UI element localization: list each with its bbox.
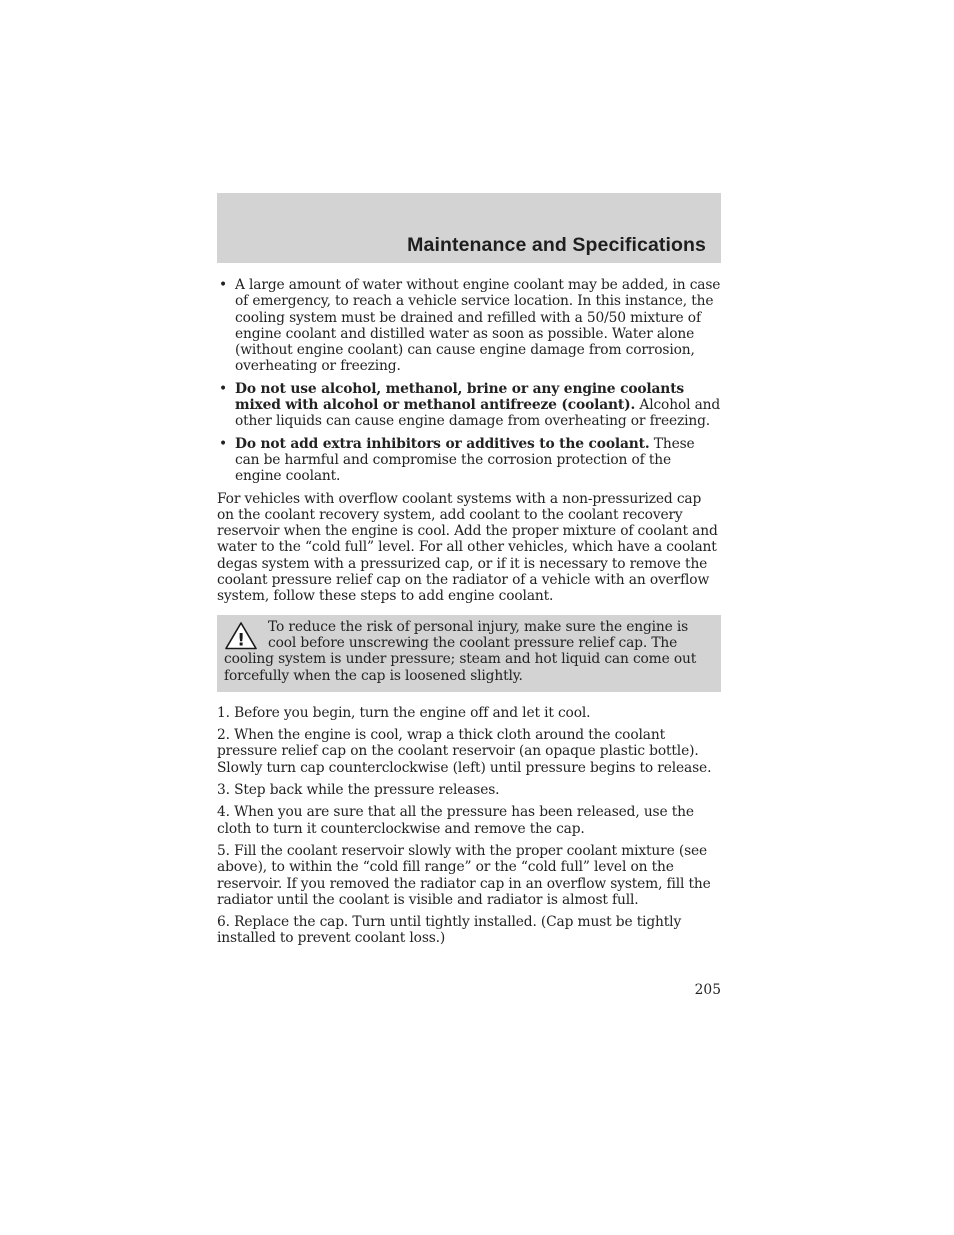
bullet-text: A large amount of water without engine coolant may be added, in case of emergency, to reach a vehicle service location. In this instance, the cooling system must be drained and refilled with a 50/50 mixture of engine coolant and distilled water as soon as possible. Water alone (without engine coolant) can cause engine damage from corrosion, overheating or freezing.	[235, 277, 721, 375]
warning-triangle-graphic	[224, 621, 258, 651]
bullet-item	[217, 381, 721, 430]
intro-paragraph: For vehicles with overflow coolant systems with a non-pressurized cap on the coolant recovery system, add coolant to the coolant recovery reservoir when the engine is cool. Add the proper mixture of coolant and water to the “cold full” level. For all other vehicles, which have a coolant degas system with a pressurized cap, or if it is necessary to remove the coolant pressure relief cap on the radiator of a vehicle with an overflow system, follow these steps to add engine coolant.	[217, 490, 718, 605]
steps-list	[217, 705, 721, 947]
bullet-item	[217, 277, 721, 375]
section-header-band	[217, 193, 721, 263]
bullet-text: Alcohol and other liquids can cause engine damage from overheating or freezing.	[235, 397, 721, 430]
step-item: 3. Step back while the pressure releases.	[217, 782, 500, 799]
step-item: 2. When the engine is cool, wrap a thick cloth around the coolant pressure relief cap on the coolant reservoir (an opaque plastic bottle). Slowly turn cap counterclockwise (left) until pressure begins to release.	[217, 727, 712, 776]
page-number: 205	[694, 982, 721, 998]
warning-box	[217, 615, 721, 692]
bullet-bold-text: Do not add extra inhibitors or additives to the coolant.	[235, 435, 650, 452]
step-item: 4. When you are sure that all the pressure has been released, use the cloth to turn it counterclockwise and remove the cap.	[217, 804, 694, 837]
bullet-list	[217, 277, 721, 485]
step-item: 5. Fill the coolant reservoir slowly with the proper coolant mixture (see above), to within the “cold fill range” or the “cold full” level on the reservoir. If you removed the radiator cap in an overflow system, fill the radiator until the coolant is visible and radiator is almost full.	[217, 842, 711, 908]
step-item: 6. Replace the cap. Turn until tightly installed. (Cap must be tightly installed to prevent coolant loss.)	[217, 914, 682, 947]
page-content	[217, 277, 721, 953]
bullet-text: These can be harmful and compromise the corrosion protection of the engine coolant.	[235, 435, 695, 485]
bullet-bold-text: Do not use alcohol, methanol, brine or any engine coolants mixed with alcohol or methanol antifreeze (coolant).	[235, 380, 685, 414]
bullet-dot: •	[219, 435, 227, 452]
bullet-dot: •	[219, 380, 227, 397]
warning-text: To reduce the risk of personal injury, make sure the engine is cool before unscrewing the coolant pressure relief cap. The cooling system is under pressure; steam and hot liquid can come out forcefully when the cap is loosened slightly.	[224, 618, 697, 684]
warning-triangle-icon	[224, 621, 258, 651]
step-item: 1. Before you begin, turn the engine off and let it cool.	[217, 704, 591, 721]
warning-exclamation-glyph: !	[237, 630, 245, 651]
section-title: Maintenance and Specifications	[407, 234, 706, 256]
bullet-dot: •	[219, 277, 227, 293]
bullet-item	[217, 436, 721, 485]
